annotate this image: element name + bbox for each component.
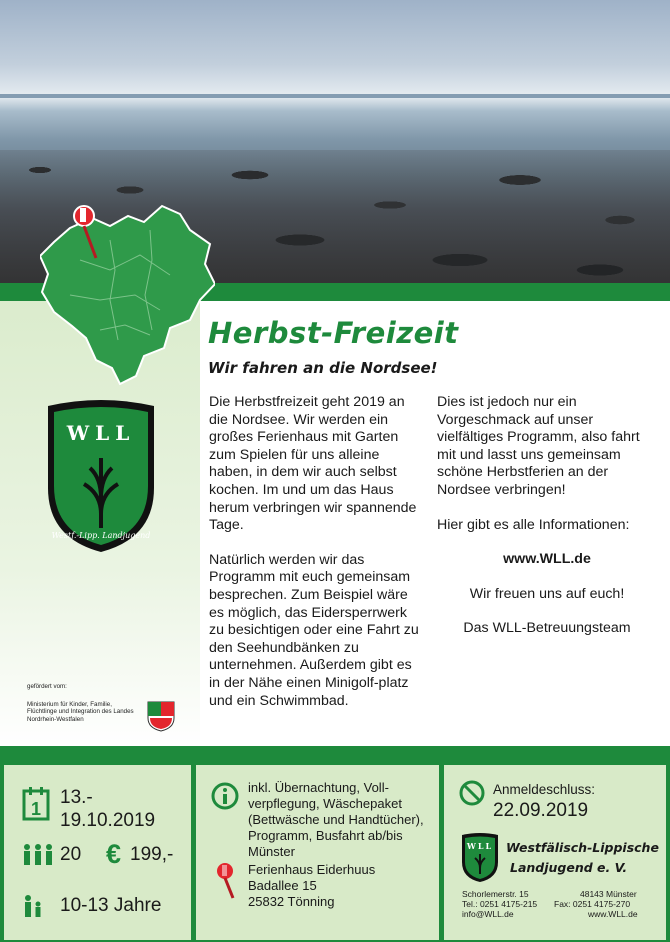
- page-subtitle: Wir fahren an die Nordsee!: [208, 359, 438, 377]
- calendar-icon: [22, 787, 50, 821]
- emblem-ring-text: Westf.-Lipp. Landjugend: [51, 531, 151, 540]
- address-city: 48143 Münster: [580, 889, 637, 899]
- funding-label: gefördert vom:: [27, 683, 67, 690]
- age-range: 10-13 Jahre: [60, 895, 162, 916]
- fax: Fax: 0251 4175-270: [554, 899, 631, 909]
- venue-street: Badallee 15: [248, 878, 317, 893]
- team-signature: Das WLL-Betreuungsteam: [463, 620, 631, 637]
- info-hint: Hier gibt es alle Informationen:: [437, 516, 630, 533]
- info-icon: [211, 782, 239, 810]
- no-entry-icon: [459, 780, 485, 806]
- website-link[interactable]: www.WLL.de: [503, 551, 591, 568]
- included-services: inkl. Übernachtung, Voll-verpflegung, Wäschepaket (Bettwäsche und Handtücher), Programm, Busfahrt ab/bis Münster: [248, 780, 424, 859]
- euro-icon: €: [106, 839, 122, 869]
- phone[interactable]: Tel.: 0251 4175-215: [462, 899, 538, 909]
- teaser-paragraph: Dies ist jedoch nur ein Vorgeschmack auf unser vielfältiges Programm, also fahrt mit und lasst uns gemeinsam schöne Herbstferien an der Nordsee verbringen!: [437, 394, 640, 498]
- bottom-green-bar: [0, 746, 670, 763]
- nrw-crest-icon: [146, 700, 176, 732]
- group-people-icon: [22, 843, 54, 865]
- wll-emblem-logo: [40, 398, 162, 556]
- wll-small-logo: [459, 832, 501, 884]
- calendar-day: 1: [30, 799, 42, 819]
- page-title: Herbst-Freizeit: [208, 316, 459, 350]
- intro-paragraph: Die Herbstfreizeit geht 2019 an die Nordsee. Wir werden ein großes Ferienhaus mit Garten zum Spielen für uns alleine haben, in dem wir auch selbst kochen. Im und um das Haus herum verbringen wir spannende Tage.: [209, 394, 417, 534]
- small-logo-letters: WLL: [466, 841, 494, 851]
- deadline-date: 22.09.2019: [493, 800, 589, 821]
- venue-name: Ferienhaus Eiderhuus: [248, 862, 376, 877]
- sea-horizon: [0, 94, 670, 98]
- nrw-map-icon: [40, 200, 215, 385]
- address-street: Schorlemerstr. 15: [462, 889, 529, 899]
- deadline-label: Anmeldeschluss:: [493, 782, 596, 797]
- date-range-start: 13.-: [60, 787, 93, 808]
- parent-child-icon: [22, 895, 44, 917]
- funding-ministry: Ministerium für Kinder, Familie, Flüchtlinge und Integration des Landes Nordrhein-Westfalen: [27, 700, 134, 723]
- web-link[interactable]: www.WLL.de: [588, 909, 638, 919]
- location-pin-icon: [213, 862, 239, 900]
- date-range-end: 19.10.2019: [60, 810, 156, 831]
- organization-name: [506, 838, 659, 878]
- org-line-2: Landjugend e. V.: [510, 860, 628, 875]
- venue-city: 25832 Tönning: [248, 894, 335, 909]
- email-link[interactable]: info@WLL.de: [462, 909, 514, 919]
- price: 199,-: [130, 844, 174, 865]
- participant-count: 20: [60, 844, 82, 865]
- body-column-right: [437, 394, 657, 655]
- greeting: Wir freuen uns auf euch!: [469, 585, 625, 602]
- emblem-letters: WLL: [66, 421, 136, 445]
- program-paragraph: Natürlich werden wir das Programm mit euch gemeinsam besprechen. Zum Beispiel wäre es möglich, das Eidersperrwerk zu besichtigen oder eine Fahrt zu den Seehundbänken zu unternehmen. Außerdem gibt es in der Nähe einen Minigolf-platz und ein Schwimmbad.: [209, 551, 419, 709]
- org-line-1: Westfälisch-Lippische: [506, 840, 659, 855]
- body-column-left: [209, 394, 424, 710]
- funding-note: [27, 683, 139, 723]
